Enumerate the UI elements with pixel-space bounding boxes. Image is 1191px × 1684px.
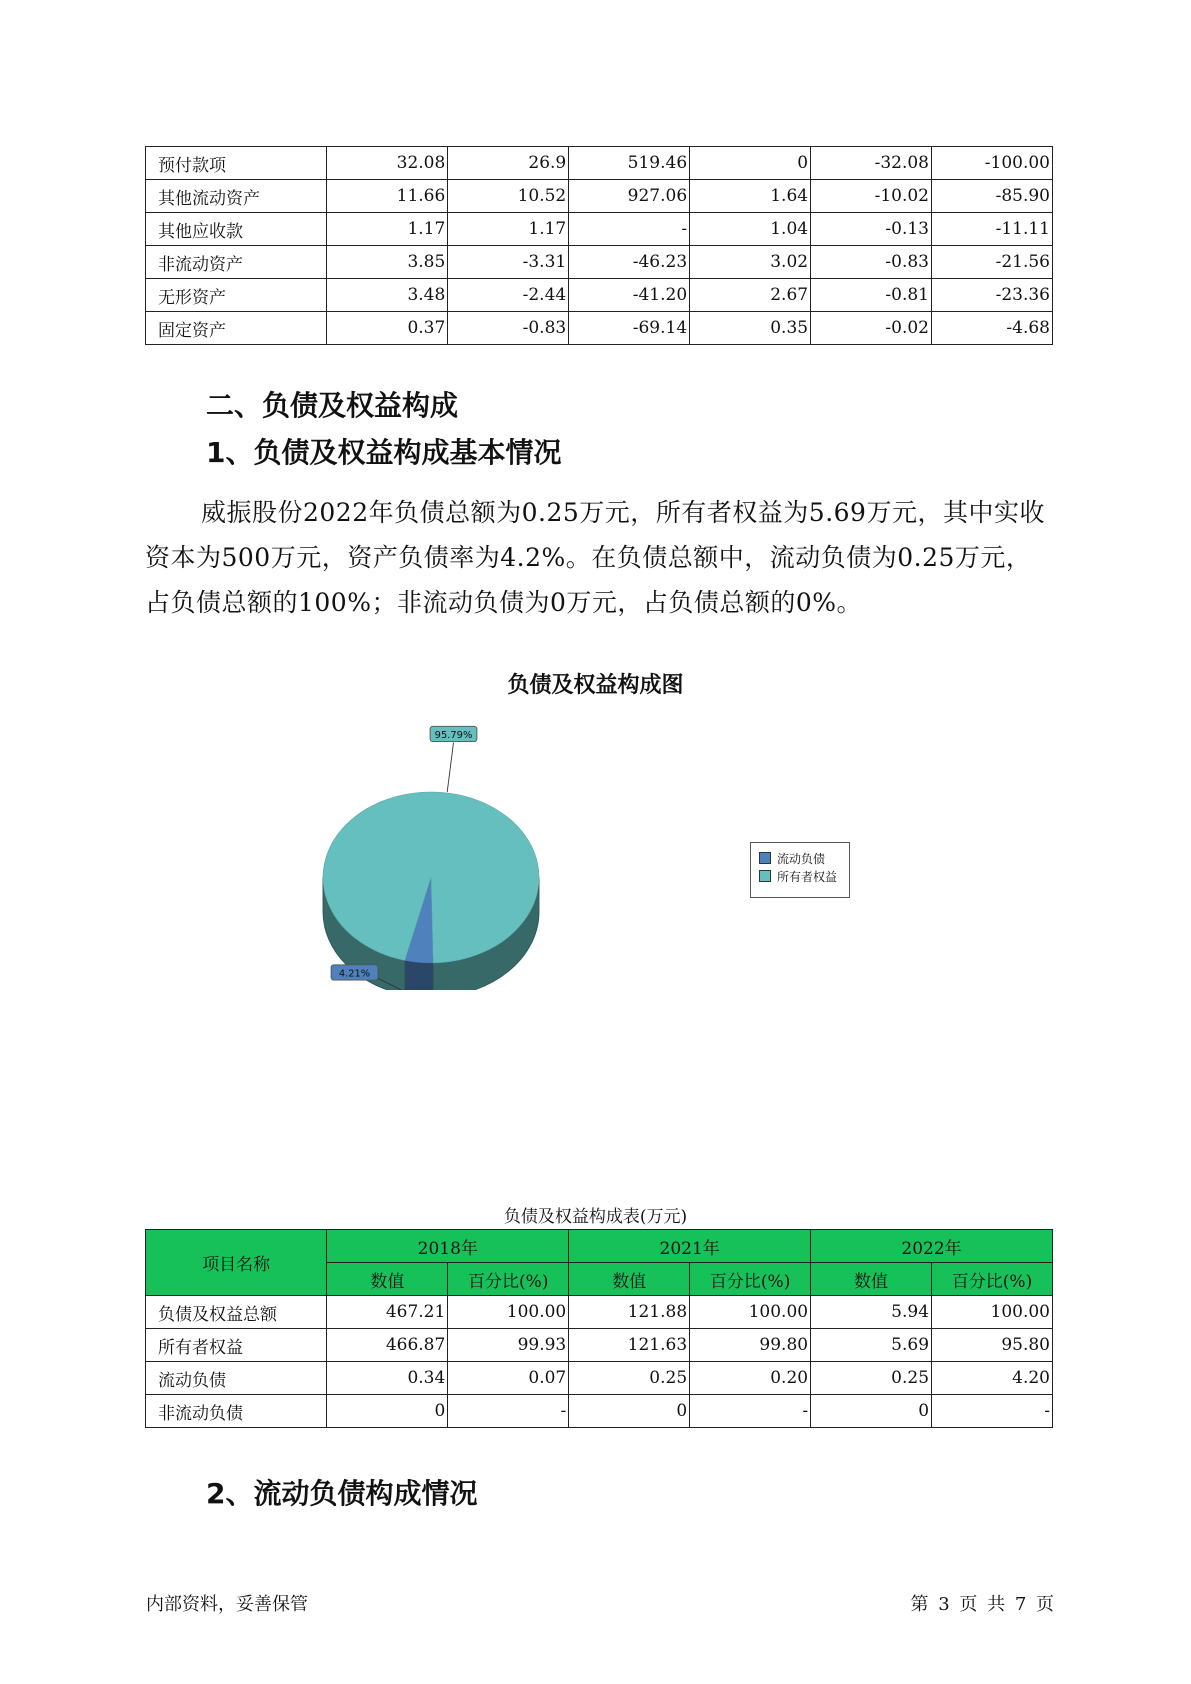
section-heading: 二、负债及权益构成	[206, 389, 459, 422]
header-value: 数值	[327, 1263, 448, 1296]
legend-item	[759, 867, 849, 885]
footer-confidential: 内部资料，妥善保管	[146, 1594, 308, 1615]
cell-value: -0.02	[811, 312, 932, 345]
table-row	[146, 1296, 1053, 1329]
table-row	[146, 213, 1053, 246]
cell-value: 5.94	[811, 1296, 932, 1329]
cell-value: 0.37	[327, 312, 448, 345]
cell-value: -4.68	[932, 312, 1053, 345]
cell-value: 0	[811, 1395, 932, 1428]
cell-value: 519.46	[569, 147, 690, 180]
cell-value: 0.20	[690, 1362, 811, 1395]
table-row	[146, 1329, 1053, 1362]
cell-value: 0.34	[327, 1362, 448, 1395]
cell-value: -0.13	[811, 213, 932, 246]
cell-value: 0.07	[448, 1362, 569, 1395]
header-year: 2018年	[327, 1230, 569, 1263]
cell-value: -0.83	[448, 312, 569, 345]
cell-value: 10.52	[448, 180, 569, 213]
cell-value: 26.9	[448, 147, 569, 180]
cell-value: -100.00	[932, 147, 1053, 180]
cell-value: 467.21	[327, 1296, 448, 1329]
cell-value: 100.00	[932, 1296, 1053, 1329]
table-row	[146, 246, 1053, 279]
cell-value: 1.64	[690, 180, 811, 213]
cell-value: 3.02	[690, 246, 811, 279]
summary-paragraph: 威振股份2022年负债总额为0.25万元，所有者权益为5.69万元，其中实收资本为500万元，资产负债率为4.2%。在负债总额中，流动负债为0.25万元，占负债总额的100%；非流动负债为0万元，占负债总额的0%。	[145, 498, 1045, 617]
legend-swatch	[759, 852, 771, 864]
cell-value: -32.08	[811, 147, 932, 180]
pie-data-label: 95.79%	[434, 730, 473, 741]
header-year: 2021年	[569, 1230, 811, 1263]
pie-leader-line	[447, 743, 453, 793]
cell-value: -85.90	[932, 180, 1053, 213]
legend-label: 流动负债	[777, 851, 826, 866]
row-label: 其他应收款	[146, 213, 327, 246]
row-label: 非流动负债	[146, 1395, 327, 1428]
cell-value: 121.63	[569, 1329, 690, 1362]
cell-value: 0	[569, 1395, 690, 1428]
cell-value: 2.67	[690, 279, 811, 312]
table-row	[146, 180, 1053, 213]
cell-value: 3.48	[327, 279, 448, 312]
cell-value: 100.00	[448, 1296, 569, 1329]
header-value: 数值	[569, 1263, 690, 1296]
row-label: 无形资产	[146, 279, 327, 312]
header-percent: 百分比(%)	[690, 1263, 811, 1296]
cell-value: 1.17	[448, 213, 569, 246]
header-year: 2022年	[811, 1230, 1053, 1263]
chart-legend	[750, 842, 850, 898]
cell-value: -	[690, 1395, 811, 1428]
cell-value: -21.56	[932, 246, 1053, 279]
header-item-name: 项目名称	[146, 1230, 327, 1296]
row-label: 流动负债	[146, 1362, 327, 1395]
cell-value: 95.80	[932, 1329, 1053, 1362]
legend-item	[759, 849, 849, 867]
cell-value: 0	[690, 147, 811, 180]
row-label: 其他流动资产	[146, 180, 327, 213]
cell-value: 4.20	[932, 1362, 1053, 1395]
row-label: 预付款项	[146, 147, 327, 180]
cell-value: -	[932, 1395, 1053, 1428]
cell-value: -69.14	[569, 312, 690, 345]
pie-data-label: 4.21%	[338, 968, 371, 980]
table-row	[146, 279, 1053, 312]
chart-title: 负债及权益构成图	[507, 673, 684, 698]
table-row	[146, 1362, 1053, 1395]
header-percent: 百分比(%)	[448, 1263, 569, 1296]
cell-value: 32.08	[327, 147, 448, 180]
subsection2-heading: 2、流动负债构成情况	[206, 1477, 478, 1510]
cell-value: 0.35	[690, 312, 811, 345]
row-label: 固定资产	[146, 312, 327, 345]
legend-label: 所有者权益	[777, 869, 838, 884]
row-label: 所有者权益	[146, 1329, 327, 1362]
row-label: 负债及权益总额	[146, 1296, 327, 1329]
footer-page-number: 第 3 页 共 7 页	[910, 1594, 1054, 1615]
cell-value: -0.81	[811, 279, 932, 312]
liability-equity-table	[145, 1229, 1053, 1428]
cell-value: -46.23	[569, 246, 690, 279]
header-percent: 百分比(%)	[932, 1263, 1053, 1296]
asset-change-table	[145, 146, 1053, 345]
cell-value: 121.88	[569, 1296, 690, 1329]
cell-value: 927.06	[569, 180, 690, 213]
table-caption: 负债及权益构成表(万元)	[503, 1207, 688, 1227]
cell-value: 1.17	[327, 213, 448, 246]
cell-value: -23.36	[932, 279, 1053, 312]
table-header-row	[146, 1230, 1053, 1263]
header-value: 数值	[811, 1263, 932, 1296]
cell-value: 0	[327, 1395, 448, 1428]
pie-chart	[290, 720, 590, 990]
subsection-heading: 1、负债及权益构成基本情况	[206, 436, 562, 469]
table-row	[146, 1395, 1053, 1428]
pie-top	[323, 792, 539, 963]
cell-value: 1.04	[690, 213, 811, 246]
cell-value: 11.66	[327, 180, 448, 213]
legend-swatch	[759, 870, 771, 882]
cell-value: 5.69	[811, 1329, 932, 1362]
cell-value: 0.25	[569, 1362, 690, 1395]
cell-value: -	[448, 1395, 569, 1428]
pie-side-0	[405, 960, 433, 990]
cell-value: 100.00	[690, 1296, 811, 1329]
cell-value: -3.31	[448, 246, 569, 279]
cell-value: -41.20	[569, 279, 690, 312]
table-row	[146, 147, 1053, 180]
cell-value: -2.44	[448, 279, 569, 312]
cell-value: 3.85	[327, 246, 448, 279]
cell-value: 99.80	[690, 1329, 811, 1362]
cell-value: -11.11	[932, 213, 1053, 246]
cell-value: -0.83	[811, 246, 932, 279]
row-label: 非流动资产	[146, 246, 327, 279]
cell-value: 0.25	[811, 1362, 932, 1395]
cell-value: 466.87	[327, 1329, 448, 1362]
cell-value: -10.02	[811, 180, 932, 213]
table-row	[146, 312, 1053, 345]
cell-value: 99.93	[448, 1329, 569, 1362]
cell-value: -	[569, 213, 690, 246]
